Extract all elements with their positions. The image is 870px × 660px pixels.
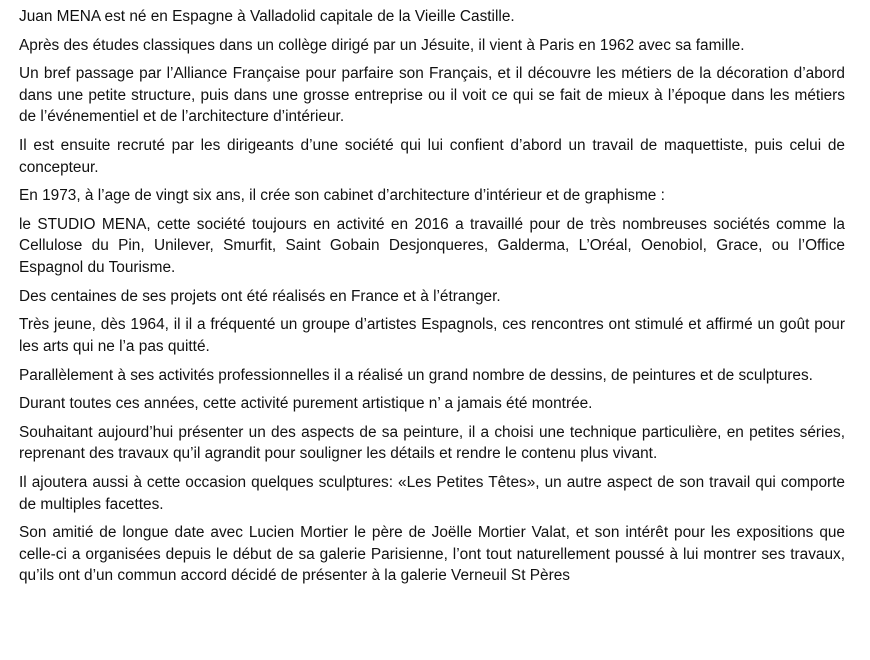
- document-body: [19, 6, 845, 594]
- paragraph-technique: Souhaitant aujourd’hui présenter un des aspects de sa peinture, il a choisi une technique particulière, en petites séries, reprenant des travaux qu’il agrandit pour souligner les détails et rendre le contenu plus vivant.: [19, 423, 845, 463]
- paragraph-artists-group: Très jeune, dès 1964, il il a fréquenté un groupe d’artistes Espagnols, ces rencontres ont stimulé et affirmé un goût pour les arts qui ne l’a pas quitté.: [19, 316, 845, 355]
- paragraph-friendship-gallery: Son amitié de longue date avec Lucien Mortier le père de Joëlle Mortier Valat, et son intérêt pour les expositions que celle-ci a organisées depuis le début de sa galerie Parisienne, l’ont tout naturellement poussé à lui montrer ses travaux, qu’ils ont d’un commun accord décidé de présenter à la galerie Verneuil St Pères: [19, 524, 845, 585]
- paragraph-birth: Juan MENA est né en Espagne à Valladolid capitale de la Vieille Castille.: [19, 8, 515, 25]
- paragraph-never-shown: Durant toutes ces années, cette activité purement artistique n’ a jamais été montrée.: [19, 395, 593, 413]
- paragraph-1973-cabinet: En 1973, à l’age de vingt six ans, il crée son cabinet d’architecture d’intérieur et de graphisme :: [19, 187, 665, 205]
- paragraph-alliance-francaise: Un bref passage par l’Alliance Française pour parfaire son Français, et il découvre les métiers de la décoration d’abord dans une petite structure, puis dans une grosse entreprise ou il voit ce qui se fait de mieux à l’époque dans les métiers de l’événementiel et de l’architecture d’intérieur.: [19, 65, 845, 126]
- paragraph-recruitment: Il est ensuite recruté par les dirigeants d’une société qui lui confient d’abord un travail de maquettiste, puis celui de concepteur.: [19, 137, 845, 176]
- paragraph-sculptures: Il ajoutera aussi à cette occasion quelques sculptures: «Les Petites Têtes», un autre aspect de son travail qui comporte de multiples facettes.: [19, 474, 845, 513]
- paragraph-studio-mena: le STUDIO MENA, cette société toujours en activité en 2016 a travaillé pour de très nombreuses sociétés comme la Cellulose du Pin, Unilever, Smurfit, Saint Gobain Desjonqueres, Galderma, L’Oréal, Oenobiol, Grace, ou l’Office Espagnol du Tourisme.: [19, 215, 845, 276]
- paragraph-artworks: Parallèlement à ses activités professionnelles il a réalisé un grand nombre de dessins, de peintures et de sculptures.: [19, 366, 813, 384]
- paragraph-projects: Des centaines de ses projets ont été réalisés en France et à l’étranger.: [19, 287, 501, 305]
- paragraph-studies: Après des études classiques dans un collège dirigé par un Jésuite, il vient à Paris en 1962 avec sa famille.: [19, 36, 745, 54]
